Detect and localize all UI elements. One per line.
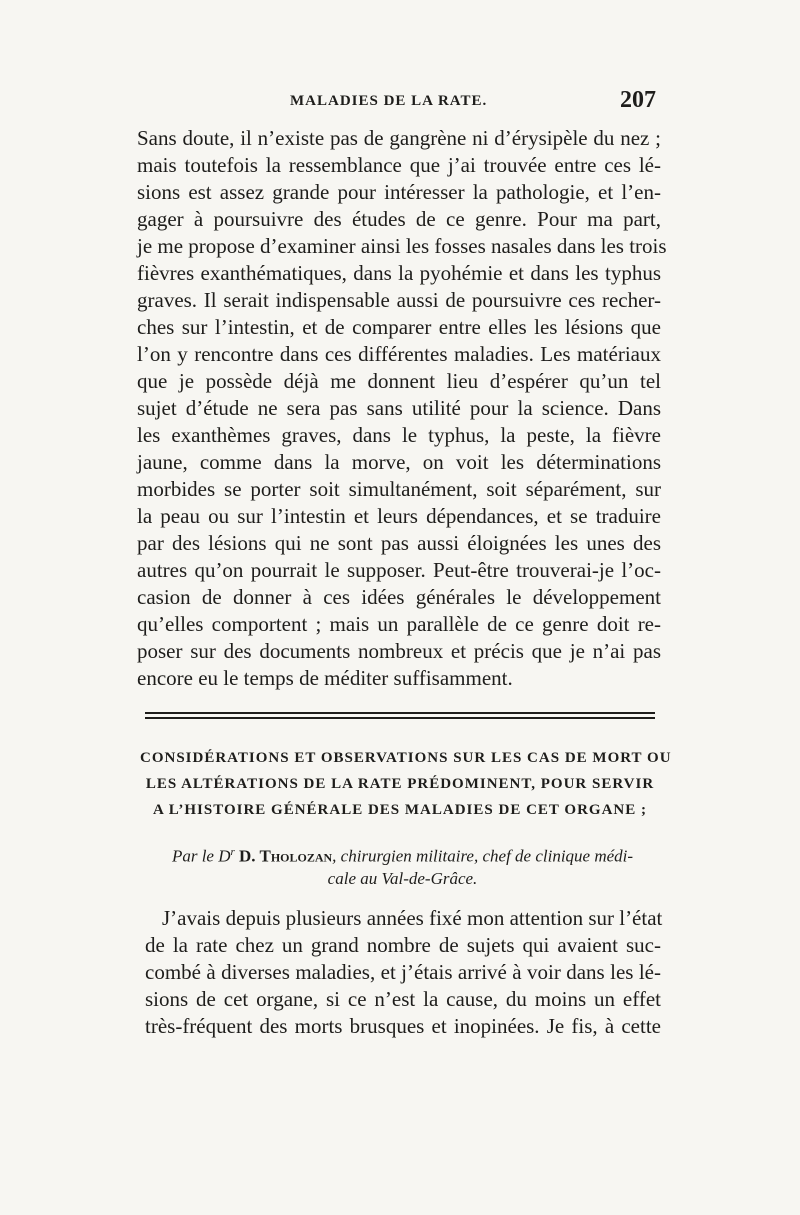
body-line: jaune, comme dans la morve, on voit les déterminations xyxy=(137,450,661,474)
body-line: je me propose d’examiner ainsi les fosses nasales dans les trois xyxy=(137,234,667,258)
body-line: sions est assez grande pour intéresser la pathologie, et l’en- xyxy=(137,180,661,204)
body-line: la peau ou sur l’intestin et leurs dépendances, et se traduire xyxy=(137,504,661,528)
body-line: l’on y rencontre dans ces différentes maladies. Les matériaux xyxy=(137,342,661,366)
article-title-line: LES ALTÉRATIONS DE LA RATE PRÉDOMINENT, POUR SERVIR xyxy=(145,776,655,792)
byline-line-2: cale au Val-de-Grâce. xyxy=(327,869,478,888)
para-line: très-fréquent des morts brusques et inopinées. Je fis, à cette xyxy=(145,1014,661,1038)
body-line: fièvres exanthématiques, dans la pyohémie et dans les typhus xyxy=(137,261,661,285)
body-line: graves. Il serait indispensable aussi de poursuivre ces recher- xyxy=(137,288,661,312)
byline-author: D. Tholozan xyxy=(239,846,333,866)
article-title-line: A L’HISTOIRE GÉNÉRALE DES MALADIES DE CET ORGANE ; xyxy=(152,802,647,818)
body-line: qu’elles comportent ; mais un parallèle de ce genre doit re- xyxy=(137,612,661,636)
body-line: morbides se porter soit simultanément, soit séparément, sur xyxy=(137,477,661,501)
para-line: combé à diverses maladies, et j’étais arrivé à voir dans les lé- xyxy=(145,960,661,984)
para-line: J’avais depuis plusieurs années fixé mon attention sur l’état xyxy=(162,906,663,930)
body-line: casion de donner à ces idées générales le développement xyxy=(137,585,661,609)
body-line: poser sur des documents nombreux et précis que je n’ai pas xyxy=(137,639,661,663)
section-rule-bottom xyxy=(145,717,655,719)
body-line: sujet d’étude ne sera pas sans utilité pour la science. Dans xyxy=(137,396,661,420)
body-line: autres qu’on pourrait le supposer. Peut-être trouverai-je l’oc- xyxy=(137,558,661,582)
page-number: 207 xyxy=(620,87,656,113)
body-line: les exanthèmes graves, dans le typhus, la peste, la fièvre xyxy=(137,423,661,447)
body-line: mais toutefois la ressemblance que j’ai trouvée entre ces lé- xyxy=(137,153,661,177)
body-line: que je possède déjà me donnent lieu d’espérer qu’un tel xyxy=(137,369,661,393)
byline-prefix-sup: r xyxy=(230,846,235,858)
body-line: Sans doute, il n’existe pas de gangrène ni d’érysipèle du nez ; xyxy=(137,126,661,150)
body-line: encore eu le temps de méditer suffisamment. xyxy=(137,666,513,690)
byline-line-1 xyxy=(140,846,665,867)
body-line: par des lésions qui ne sont pas aussi éloignées les unes des xyxy=(137,531,661,555)
byline-prefix: Par le D xyxy=(171,846,231,866)
section-rule-top xyxy=(145,712,655,714)
article-title-line: CONSIDÉRATIONS ET OBSERVATIONS SUR LES CAS DE MORT OU xyxy=(140,750,672,766)
para-line: sions de cet organe, si ce n’est la cause, du moins un effet xyxy=(145,987,661,1011)
byline-role: , chirurgien militaire, chef de clinique médi- xyxy=(332,846,634,866)
body-line: ches sur l’intestin, et de comparer entre elles les lésions que xyxy=(137,315,661,339)
body-line: gager à poursuivre des études de ce genre. Pour ma part, xyxy=(137,207,661,231)
para-line: de la rate chez un grand nombre de sujets qui avaient suc- xyxy=(145,933,661,957)
running-head: MALADIES DE LA RATE. xyxy=(290,93,488,109)
